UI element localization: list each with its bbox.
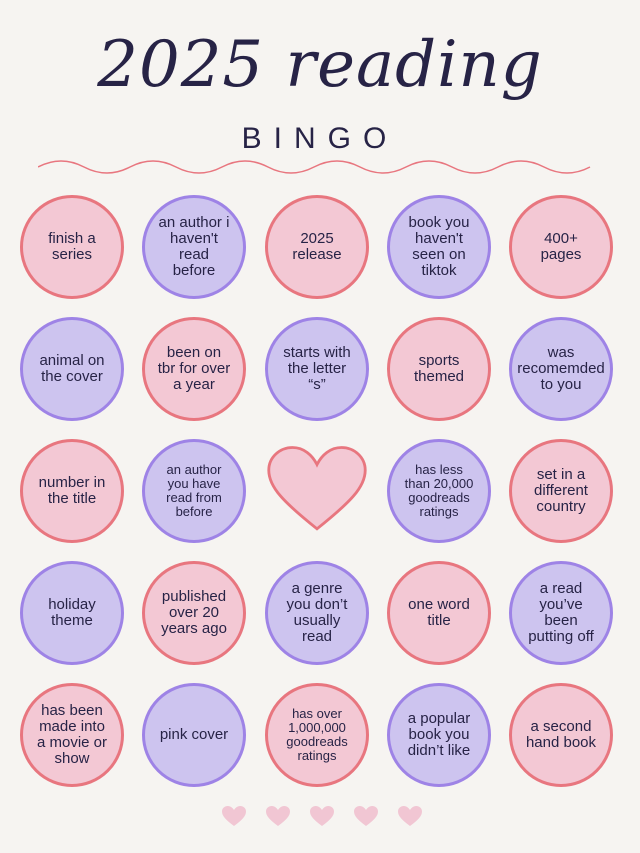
bingo-cell [387,561,491,665]
bingo-cell-label: has been made into a movie or show [36,702,108,767]
bingo-cell-label: set in a different country [534,466,588,515]
bingo-cell-label: a genre you don’t usually read [286,580,348,645]
bingo-cell-label: number in the title [38,474,106,507]
bingo-cell-label: was recomemded to you [517,344,605,393]
bingo-cell [509,195,613,299]
heart-icon [221,805,247,827]
heart-icon [265,443,369,539]
bingo-cell [142,561,246,665]
bingo-cell-label: holiday theme [48,596,96,629]
bingo-cell-label: published over 20 years ago [161,588,227,637]
bingo-cell-label: book you haven't seen on tiktok [408,214,470,279]
bingo-cell [142,317,246,421]
heart-icon [353,805,379,827]
bingo-cell [509,317,613,421]
bingo-cell [142,683,246,787]
bingo-cell-label: a popular book you didn’t like [407,710,471,759]
bingo-cell-label: finish a series [48,230,96,263]
page-title: 2025 reading [97,28,543,102]
bingo-cell [387,317,491,421]
bingo-cell [509,439,613,543]
page-subtitle: BINGO [241,122,399,155]
bingo-cell-label: animal on the cover [39,352,105,385]
bingo-cell [387,683,491,787]
bingo-cell-label: starts with the letter “s” [283,344,351,393]
bingo-cell-label: a read you’ve been putting off [528,580,594,645]
bingo-cell-label: pink cover [159,726,229,743]
bingo-cell-label: one word title [408,596,470,629]
bingo-cell-label: has over 1,000,000 goodreads ratings [286,706,348,763]
heart-icon [265,805,291,827]
bingo-cell-label: been on tbr for over a year [157,344,231,393]
heart-icon [397,805,423,827]
bingo-cell-label: sports themed [413,352,465,385]
bingo-cell [20,561,124,665]
bingo-cell [265,683,369,787]
bingo-cell-label: 400+ pages [540,230,582,263]
bingo-cell [20,439,124,543]
bingo-cell [509,683,613,787]
bingo-cell [265,317,369,421]
bingo-cell [265,561,369,665]
bingo-cell-label: 2025 release [292,230,342,263]
bingo-cell-label: an author i haven't read before [158,214,230,279]
heart-icon [309,805,335,827]
bingo-cell [20,195,124,299]
bingo-cell [20,683,124,787]
footer-hearts [0,805,640,835]
bingo-cell [142,439,246,543]
bingo-cell [387,195,491,299]
bingo-cell [509,561,613,665]
bingo-cell [265,195,369,299]
bingo-cell-label: an author you have read from before [166,462,222,519]
bingo-cell [142,195,246,299]
bingo-cell-label: a second hand book [525,718,597,751]
bingo-cell [20,317,124,421]
bingo-cell-label: has less than 20,000 goodreads ratings [404,462,474,519]
bingo-cell [387,439,491,543]
bingo-cell [265,439,369,543]
